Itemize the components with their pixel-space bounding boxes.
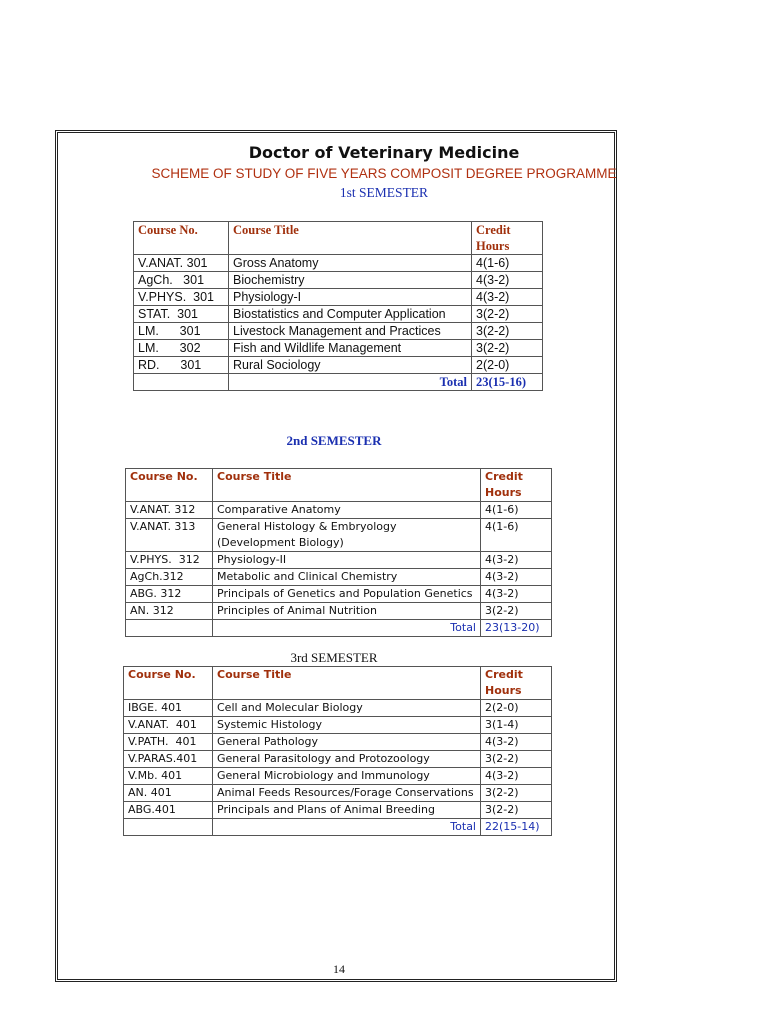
- table-row: [126, 586, 552, 603]
- credit-hours-cell: 4(3-2): [472, 289, 543, 306]
- semester-3-heading: 3rd SEMESTER: [290, 650, 378, 665]
- page-number: 14: [333, 962, 345, 976]
- header-credit-hours: Credit Hours: [481, 667, 552, 700]
- document-title: Doctor of Veterinary Medicine: [248, 143, 520, 162]
- table-row: [124, 717, 552, 734]
- credit-hours-cell: 4(1-6): [472, 255, 543, 272]
- credit-hours-cell: 4(3-2): [481, 552, 552, 569]
- total-empty-cell: [134, 374, 229, 391]
- credit-hours-cell: 4(3-2): [481, 586, 552, 603]
- credit-hours-cell: 4(3-2): [481, 768, 552, 785]
- table-row: [124, 700, 552, 717]
- course-title-cell: Fish and Wildlife Management: [229, 340, 472, 357]
- course-no-cell: V.ANAT. 301: [134, 255, 229, 272]
- credit-hours-cell: 4(3-2): [481, 734, 552, 751]
- course-no-cell: V.ANAT. 312: [126, 502, 213, 519]
- credit-hours-cell: 4(3-2): [472, 272, 543, 289]
- course-title-cell: Metabolic and Clinical Chemistry: [213, 569, 481, 586]
- course-title-cell: General Histology & Embryology (Development Biology): [213, 519, 481, 552]
- table-row: [126, 552, 552, 569]
- semester-2-heading: 2nd SEMESTER: [286, 433, 382, 448]
- header-course-title: Course Title: [229, 222, 472, 255]
- credit-hours-cell: 3(2-2): [472, 306, 543, 323]
- table-header-row: [126, 469, 552, 502]
- total-value: 22(15-14): [481, 819, 552, 836]
- total-row: [126, 620, 552, 637]
- header-credit-hours: Credit Hours: [481, 469, 552, 502]
- total-row: [124, 819, 552, 836]
- course-title-cell: Rural Sociology: [229, 357, 472, 374]
- course-title-cell: Physiology-II: [213, 552, 481, 569]
- course-no-cell: AN. 401: [124, 785, 213, 802]
- total-empty-cell: [124, 819, 213, 836]
- table-row: [134, 306, 543, 323]
- course-title-cell: Cell and Molecular Biology: [213, 700, 481, 717]
- semester-1-table: [133, 221, 543, 391]
- table-row: [124, 768, 552, 785]
- total-label: Total: [213, 819, 481, 836]
- table-row: [126, 502, 552, 519]
- course-no-cell: IBGE. 401: [124, 700, 213, 717]
- table-header-row: [134, 222, 543, 255]
- credit-hours-cell: 4(1-6): [481, 519, 552, 552]
- course-title-cell: General Pathology: [213, 734, 481, 751]
- credit-hours-cell: 2(2-0): [481, 700, 552, 717]
- course-no-cell: V.Mb. 401: [124, 768, 213, 785]
- course-no-cell: V.PATH. 401: [124, 734, 213, 751]
- credit-hours-cell: 3(2-2): [472, 323, 543, 340]
- course-no-cell: ABG.401: [124, 802, 213, 819]
- course-title-cell: Livestock Management and Practices: [229, 323, 472, 340]
- credit-hours-cell: 3(2-2): [481, 751, 552, 768]
- credit-hours-cell: 3(1-4): [481, 717, 552, 734]
- course-no-cell: ABG. 312: [126, 586, 213, 603]
- course-title-cell: Physiology-I: [229, 289, 472, 306]
- course-title-cell: General Parasitology and Protozoology: [213, 751, 481, 768]
- table-row: [124, 751, 552, 768]
- course-no-cell: AN. 312: [126, 603, 213, 620]
- course-title-cell: Biochemistry: [229, 272, 472, 289]
- semester-2-table: [125, 468, 552, 637]
- semester-3-table: [123, 666, 552, 836]
- table-row: [134, 255, 543, 272]
- credit-hours-cell: 4(3-2): [481, 569, 552, 586]
- course-no-cell: V.ANAT. 401: [124, 717, 213, 734]
- course-title-cell: Principles of Animal Nutrition: [213, 603, 481, 620]
- course-title-cell: Gross Anatomy: [229, 255, 472, 272]
- total-value: 23(13-20): [481, 620, 552, 637]
- header-course-title: Course Title: [213, 667, 481, 700]
- total-row: [134, 374, 543, 391]
- total-value: 23(15-16): [472, 374, 543, 391]
- course-title-cell: Biostatistics and Computer Application: [229, 306, 472, 323]
- credit-hours-cell: 3(2-2): [481, 802, 552, 819]
- table-row: [134, 323, 543, 340]
- credit-hours-cell: 2(2-0): [472, 357, 543, 374]
- course-no-cell: RD. 301: [134, 357, 229, 374]
- header-course-no: Course No.: [124, 667, 213, 700]
- table-row: [134, 340, 543, 357]
- semester-2-rows: [126, 502, 552, 620]
- course-no-cell: LM. 301: [134, 323, 229, 340]
- total-label: Total: [229, 374, 472, 391]
- course-no-cell: V.PHYS. 301: [134, 289, 229, 306]
- semester-1-rows: [134, 255, 543, 374]
- course-no-cell: AgCh. 301: [134, 272, 229, 289]
- course-no-cell: V.PARAS.401: [124, 751, 213, 768]
- document-subtitle: SCHEME OF STUDY OF FIVE YEARS COMPOSIT DEGREE PROGRAMME: [151, 166, 617, 181]
- header-course-no: Course No.: [134, 222, 229, 255]
- credit-hours-cell: 3(2-2): [481, 603, 552, 620]
- course-no-cell: AgCh.312: [126, 569, 213, 586]
- course-title-cell: Systemic Histology: [213, 717, 481, 734]
- total-label: Total: [213, 620, 481, 637]
- credit-hours-cell: 4(1-6): [481, 502, 552, 519]
- table-row: [126, 569, 552, 586]
- table-row: [134, 272, 543, 289]
- semester-3-rows: [124, 700, 552, 819]
- table-header-row: [124, 667, 552, 700]
- header-credit-hours: Credit Hours: [472, 222, 543, 255]
- table-row: [134, 289, 543, 306]
- table-row: [134, 357, 543, 374]
- course-no-cell: V.PHYS. 312: [126, 552, 213, 569]
- header-course-no: Course No.: [126, 469, 213, 502]
- table-row: [124, 802, 552, 819]
- credit-hours-cell: 3(2-2): [481, 785, 552, 802]
- credit-hours-cell: 3(2-2): [472, 340, 543, 357]
- total-empty-cell: [126, 620, 213, 637]
- table-row: [126, 519, 552, 552]
- course-title-cell: Animal Feeds Resources/Forage Conservations: [213, 785, 481, 802]
- course-no-cell: V.ANAT. 313: [126, 519, 213, 552]
- course-title-cell: Principals and Plans of Animal Breeding: [213, 802, 481, 819]
- course-no-cell: LM. 302: [134, 340, 229, 357]
- semester-1-heading: 1st SEMESTER: [339, 185, 429, 200]
- header-course-title: Course Title: [213, 469, 481, 502]
- table-row: [124, 785, 552, 802]
- course-title-cell: Comparative Anatomy: [213, 502, 481, 519]
- course-title-cell: General Microbiology and Immunology: [213, 768, 481, 785]
- course-title-cell: Principals of Genetics and Population Genetics: [213, 586, 481, 603]
- course-no-cell: STAT. 301: [134, 306, 229, 323]
- table-row: [126, 603, 552, 620]
- table-row: [124, 734, 552, 751]
